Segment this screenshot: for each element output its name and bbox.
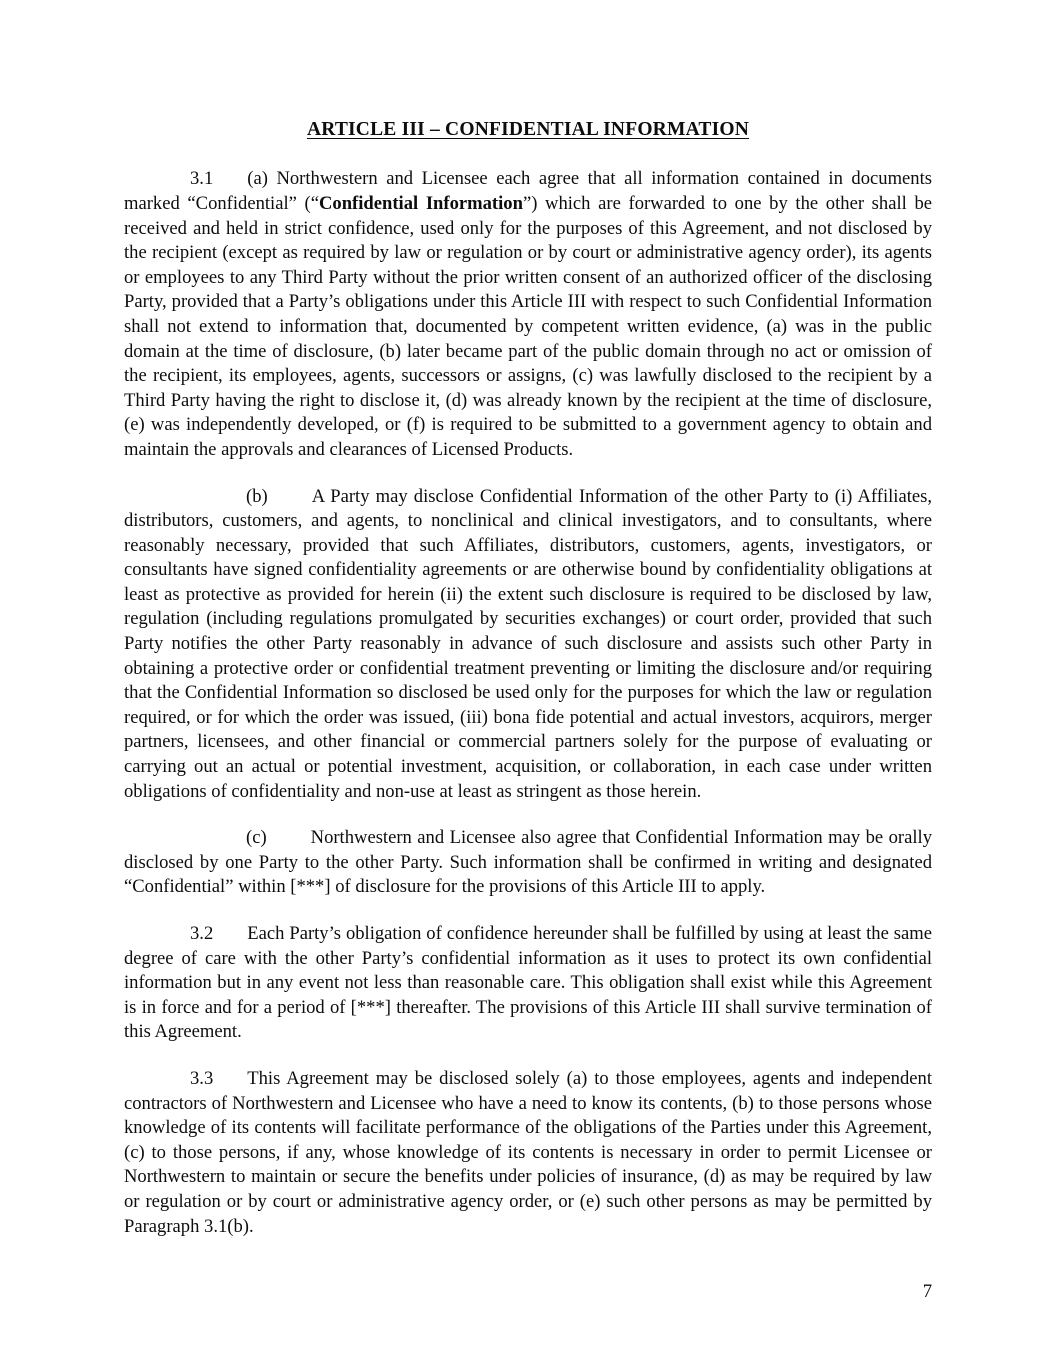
paragraph-3-1-b	[124, 485, 932, 805]
page-title-text: ARTICLE III – CONFIDENTIAL INFORMATION	[306, 119, 750, 140]
page-number: 7	[922, 1281, 932, 1302]
paragraph-3-1-a	[124, 167, 932, 462]
paragraph-number-3-2: 3.2	[190, 923, 214, 945]
paragraph-letter-a: (a)	[247, 168, 268, 190]
paragraph-3-2-text: Each Party’s obligation of confidence hereunder shall be fulfilled by using at least the same degree of care with the other Party’s confidential information as it uses to protect its own confidential information but in any event not less than reasonable care. This obligation shall exist while this Agreement is in force and for a period of [***] thereafter. The provisions of this Article III shall survive termination of this Agreement.	[124, 923, 932, 1043]
paragraph-3-1-b-text: A Party may disclose Confidential Information of the other Party to (i) Affiliates, distributors, customers, and agents, to nonclinical and clinical investigators, and to consultants, where reasonably necessary, provided that such Affiliates, distributors, customers, agents, investigators, or consultants have signed confidentiality agreements or are otherwise bound by confidentiality obligations at least as protective as provided for herein (ii) the extent such disclosure is required to be disclosed by law, regulation (including regulations promulgated by securities exchanges) or court order, provided that such Party notifies the other Party reasonably in advance of such disclosure and assists such other Party in obtaining a protective order or confidential treatment preventing or limiting the disclosure and/or requiring that the Confidential Information so disclosed be used only for the purposes for which the law or regulation required, or for which the order was issued, (iii) bona fide potential and actual investors, acquirors, merger partners, licensees, and other financial or commercial partners solely for the purpose of evaluating or carrying out an actual or potential investment, acquisition, or collaboration, in each case under written obligations of confidentiality and non-use at least as stringent as those herein.	[124, 485, 932, 802]
paragraph-3-3-text: This Agreement may be disclosed solely (a) to those employees, agents and independent contractors of Northwestern and Licensee who have a need to know its contents, (b) to those persons whose knowledge of its contents will facilitate performance of the obligations of the Parties under this Agreement, (c) to those persons, if any, whose knowledge of its contents is necessary in order to permit Licensee or Northwestern to maintain or secure the benefits under policies of insurance, (d) as may be required by law or regulation or by court or administrative agency order, or (e) such other persons as may be permitted by Paragraph 3.1(b).	[124, 1067, 932, 1237]
paragraph-letter-c: (c)	[246, 827, 267, 849]
paragraph-3-3	[124, 1067, 932, 1239]
defined-term-confidential-information: Confidential Information	[318, 192, 523, 214]
paragraph-number-3-1: 3.1	[190, 168, 214, 190]
paragraph-3-2	[124, 922, 932, 1045]
paragraph-3-1-a-text-lead: Northwestern and Licensee each agree that all information contained in documents marked “Confidential” (“	[124, 168, 932, 214]
paragraph-3-1-c-text: Northwestern and Licensee also agree that Confidential Information may be orally disclosed by one Party to the other Party. Such information shall be confirmed in writing and designated “Confidential” within [***] of disclosure for the provisions of this Article III to apply.	[124, 827, 932, 898]
document-body	[124, 118, 932, 1239]
paragraph-3-1-c	[124, 826, 932, 900]
paragraph-3-1-a-text-rest: ”) which are forwarded to one by the other shall be received and held in strict confidence, used only for the purposes of this Agreement, and not disclosed by the recipient (except as required by law or regulation or by court or administrative agency order), its agents or employees to any Third Party without the prior written consent of an authorized officer of the disclosing Party, provided that a Party’s obligations under this Article III with respect to such Confidential Information shall not extend to information that, documented by competent written evidence, (a) was in the public domain at the time of disclosure, (b) later became part of the public domain through no act or omission of the recipient, its employees, agents, successors or assigns, (c) was lawfully disclosed to the recipient by a Third Party having the right to disclose it, (d) was already known by the recipient at the time of disclosure, (e) was independently developed, or (f) is required to be submitted to a government agency to obtain and maintain the approvals and clearances of Licensed Products.	[124, 192, 933, 460]
paragraph-letter-b: (b)	[246, 485, 268, 507]
paragraph-number-3-3: 3.3	[190, 1067, 214, 1089]
page-title	[124, 118, 932, 141]
